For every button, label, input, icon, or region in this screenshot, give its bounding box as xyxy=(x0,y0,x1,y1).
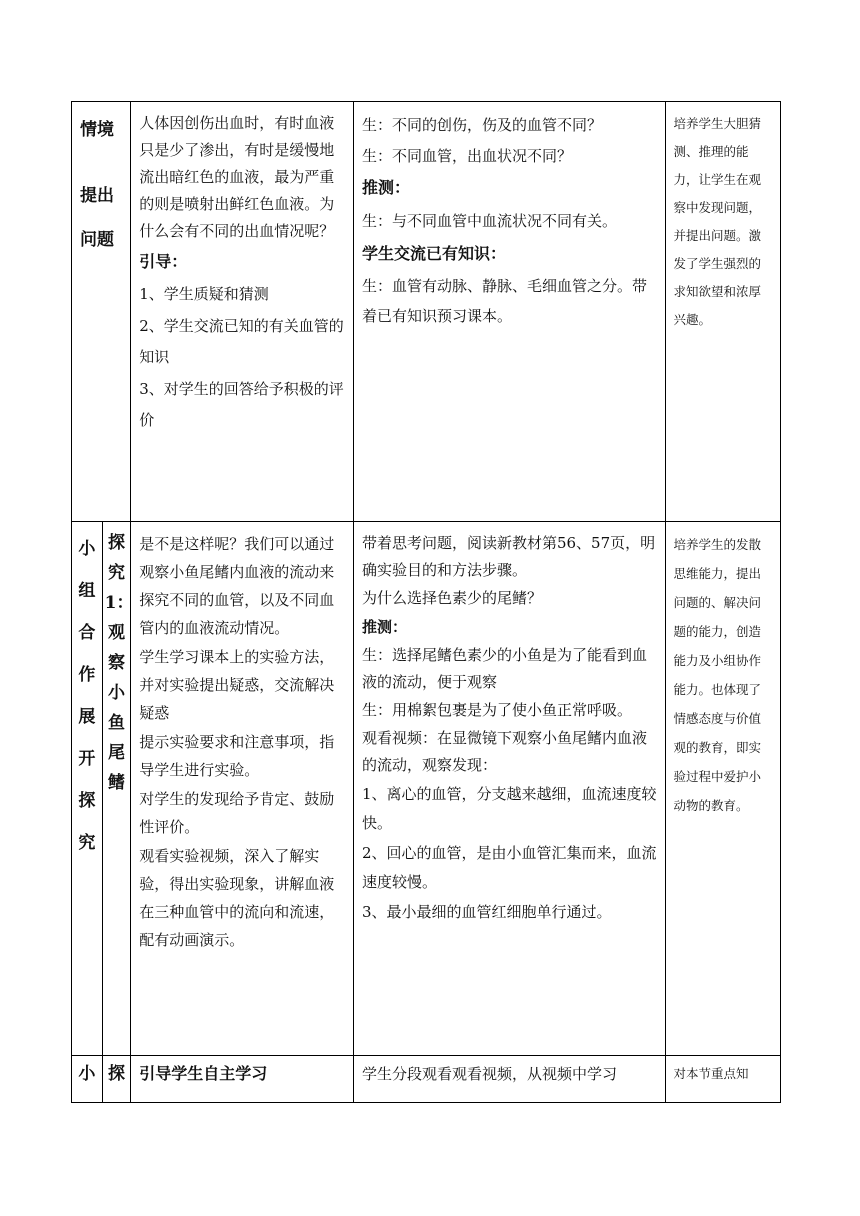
teacher-text: 提示实验要求和注意事项，指导学生进行实验。 xyxy=(139,733,335,779)
teacher-text: 学生学习课本上的实验方法，并对实验提出疑惑，交流解决疑惑 xyxy=(139,648,335,722)
student-line: 为什么选择色素少的尾鳍？ xyxy=(361,589,542,607)
stage-label xyxy=(80,152,122,174)
substage-cell xyxy=(102,522,134,1056)
substage-cell xyxy=(102,1056,131,1103)
guide-item: 1、学生质疑和猜测 xyxy=(139,285,269,303)
design-intent: 培养学生的发散思维能力，提出问题的、解决问题的能力，创造能力及小组协作能力。也体现了情感态度与价值观的教育，即实验过程中爱护小动物的教育。 xyxy=(673,537,762,813)
stage-label: 提出 xyxy=(80,186,114,206)
student-line: 生：选择尾鳍色素少的小鱼是为了能看到血液的流动，便于观察 xyxy=(361,646,647,691)
design-intent-cell xyxy=(665,1056,780,1103)
guide-item: 2、学生交流已知的有关血管的知识 xyxy=(139,317,344,366)
stage-label: 小 xyxy=(78,1064,96,1084)
substage-label: 探 究 1： 观 察 小 鱼 尾 鳍 xyxy=(104,533,134,793)
teacher-activity-cell xyxy=(131,1056,354,1103)
teacher-text: 对学生的发现给予肯定、鼓励性评价。 xyxy=(139,790,335,836)
design-intent-cell xyxy=(665,522,780,1056)
design-intent: 对本节重点知 xyxy=(673,1066,749,1081)
guide-heading: 引导： xyxy=(139,252,188,271)
student-line: 带着思考问题，阅读新教材第56、57页，明确实验目的和方法步骤。 xyxy=(361,534,656,579)
lesson-plan-table xyxy=(71,101,781,1103)
observation-item: 2、回心的血管，是由小血管汇集而来，血流速度较慢。 xyxy=(361,844,657,891)
stage-label: 问题 xyxy=(80,230,114,250)
student-line: 生：与不同血管中血流状况不同有关。 xyxy=(361,212,617,230)
teacher-activity-cell xyxy=(131,522,354,1056)
table-row xyxy=(72,1056,781,1103)
design-intent: 培养学生大胆猜测、推理的能力，让学生在观察中发现问题，并提出问题。激发了学生强烈的求知欲望和浓厚兴趣。 xyxy=(673,116,762,327)
observation-item: 1、离心的血管，分支越来越细，血流速度较快。 xyxy=(361,785,657,832)
student-activity-cell xyxy=(353,102,665,522)
student-line: 观看视频：在显微镜下观察小鱼尾鳍内血液的流动，观察发现： xyxy=(361,729,647,774)
teacher-text: 观看实验视频，深入了解实验，得出实验现象，讲解血液在三种血管中的流向和流速，配有动画演示。 xyxy=(139,847,335,949)
observation-item: 3、最小最细的血管红细胞单行通过。 xyxy=(361,903,612,921)
teacher-text: 是不是这样呢？我们可以通过观察小鱼尾鳍内血液的流动来探究不同的血管，以及不同血管内的血液流动情况。 xyxy=(139,535,335,637)
stage-label: 情境 xyxy=(80,120,114,140)
student-heading: 推测： xyxy=(361,178,410,197)
design-intent-cell xyxy=(665,102,780,522)
teacher-heading: 引导学生自主学习 xyxy=(139,1064,268,1083)
stage-cell xyxy=(72,522,103,1056)
stage-label: 小 组 合 作 展 开 探 究 xyxy=(78,539,96,853)
student-activity-cell xyxy=(353,1056,665,1103)
student-line: 生：不同的创伤，伤及的血管不同？ xyxy=(361,116,602,134)
stage-cell xyxy=(72,102,131,522)
student-line: 学生分段观看观看视频，从视频中学习 xyxy=(361,1065,617,1083)
teacher-text: 人体因创伤出血时，有时血液只是少了渗出，有时是缓慢地流出暗红色的血液，最为严重的则是喷射出鲜红色血液。为什么会有不同的出血情况呢？ xyxy=(139,114,335,240)
student-line: 生：血管有动脉、静脉、毛细血管之分。带着已有知识预习课本。 xyxy=(361,277,647,325)
substage-label: 探 xyxy=(107,1064,125,1084)
stage-cell xyxy=(72,1056,103,1103)
student-heading: 推测： xyxy=(361,618,407,636)
student-activity-cell xyxy=(353,522,665,1056)
student-heading: 学生交流已有知识： xyxy=(361,244,506,263)
teacher-activity-cell xyxy=(131,102,354,522)
table-row xyxy=(72,522,781,1056)
table-row xyxy=(72,102,781,522)
student-line: 生：不同血管，出血状况不同？ xyxy=(361,147,572,165)
guide-item: 3、对学生的回答给予积极的评价 xyxy=(139,380,344,429)
student-line: 生：用棉絮包裹是为了使小鱼正常呼吸。 xyxy=(361,701,632,719)
